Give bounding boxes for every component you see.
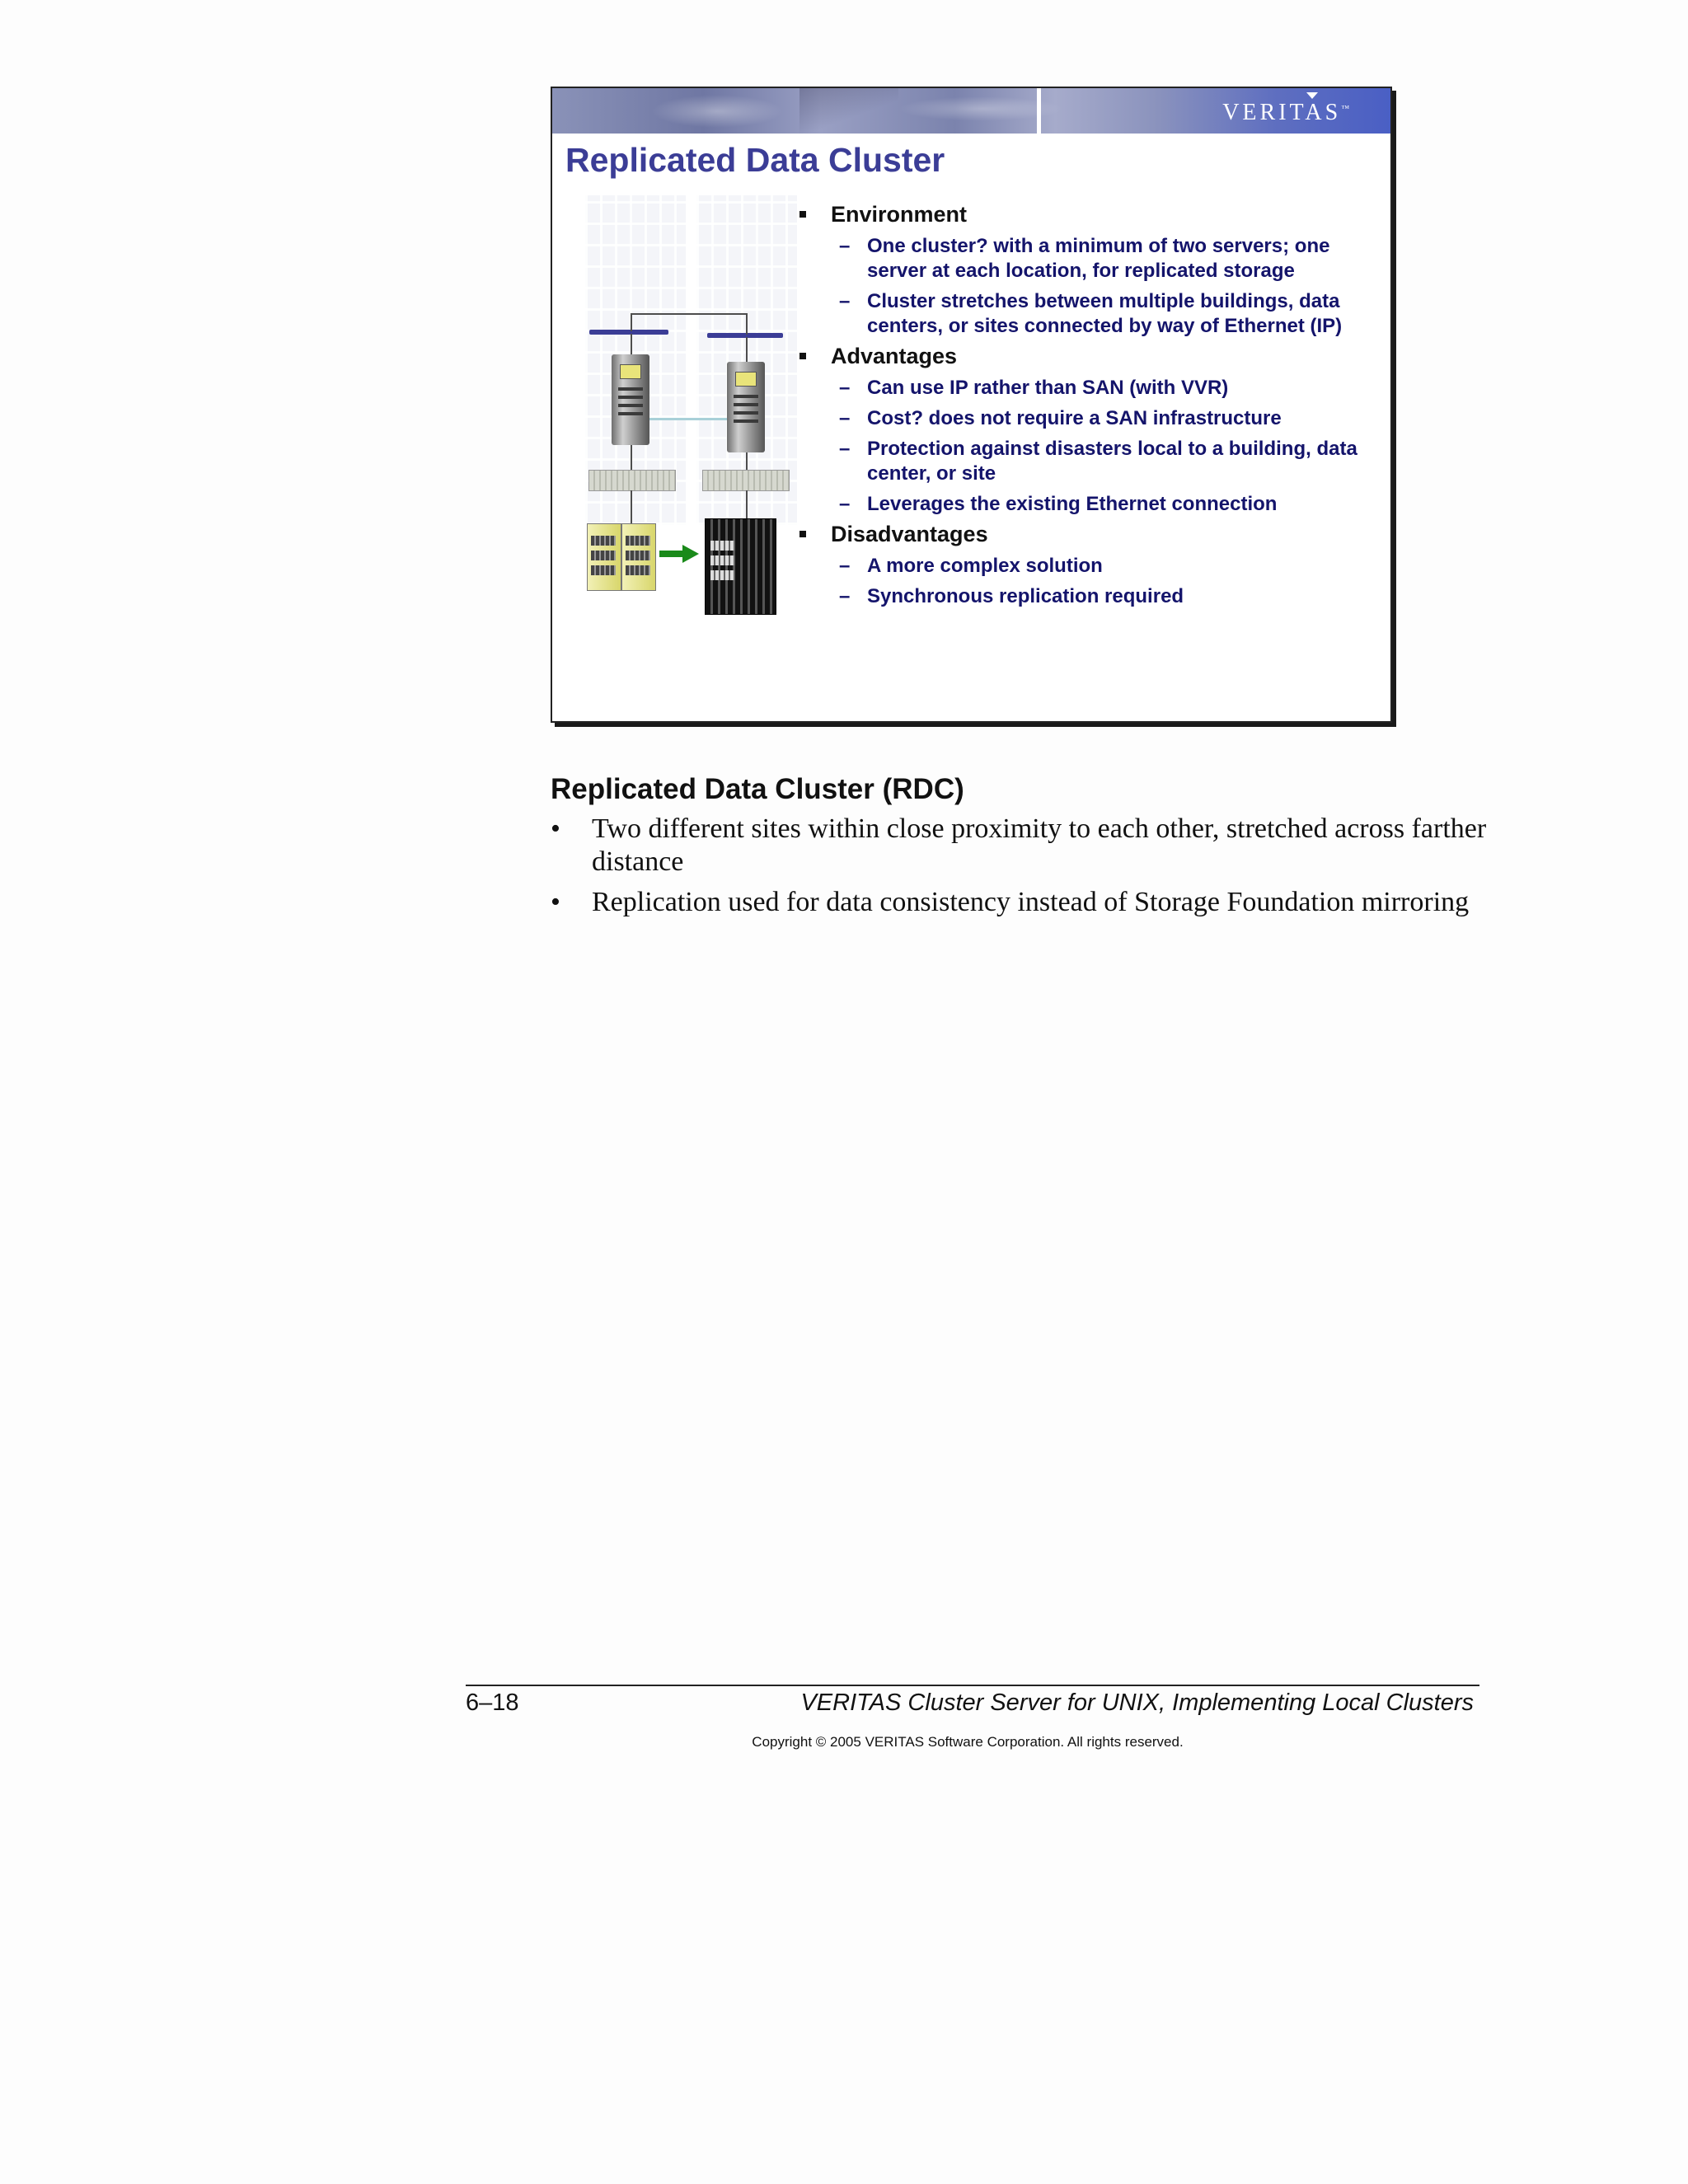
replicated-cluster-diagram <box>585 228 791 566</box>
veritas-logo: VERITAS™ <box>1222 100 1349 125</box>
slide-bullet-list <box>799 197 1376 609</box>
list-item: – Can use IP rather than SAN (with VVR) <box>839 377 1229 399</box>
running-footer-title: VERITAS Cluster Server for UNIX, Implementing Local Clusters <box>800 1690 1474 1716</box>
slide-title: Replicated Data Cluster <box>565 141 945 179</box>
list-item: – Cluster stretches between multiple buildings, data centers, or sites connected by way of Ethernet (IP) <box>839 290 1343 337</box>
list-item: – Cost? does not require a SAN infrastructure <box>839 407 1282 429</box>
square-bullet-icon <box>799 211 806 218</box>
slide-banner <box>552 88 1390 134</box>
list-item: – One cluster? with a minimum of two servers; one server at each location, for replicated storage <box>839 235 1330 282</box>
section-heading: Replicated Data Cluster (RDC) <box>551 773 964 805</box>
list-item: – A more complex solution <box>839 555 1103 577</box>
body-bullet-list <box>551 813 1498 926</box>
list-item: • Replication used for data consistency instead of Storage Foundation mirroring <box>551 887 1470 917</box>
section-heading-advantages: Advantages <box>799 342 1376 370</box>
slide-image <box>551 87 1392 723</box>
section-heading-environment: Environment <box>799 200 1376 228</box>
page-number: 6–18 <box>466 1690 519 1716</box>
bullet-icon: • <box>551 813 560 844</box>
bullet-icon: • <box>551 887 560 917</box>
veritas-logo-mark-icon <box>1306 92 1318 99</box>
storage-rack-icon <box>705 518 776 615</box>
list-item: – Protection against disasters local to a building, data center, or site <box>839 438 1357 485</box>
copyright-notice: Copyright © 2005 VERITAS Software Corporation. All rights reserved. <box>752 1734 1184 1750</box>
list-item: – Synchronous replication required <box>839 585 1184 607</box>
square-bullet-icon <box>799 531 806 537</box>
banner-divider <box>1037 88 1041 134</box>
section-heading-disadvantages: Disadvantages <box>799 520 1376 548</box>
replication-arrow-icon <box>585 228 791 566</box>
square-bullet-icon <box>799 353 806 359</box>
list-item: • Two different sites within close proximity to each other, stretched across farther distance <box>551 813 1487 877</box>
footer-divider <box>466 1685 1479 1686</box>
list-item: – Leverages the existing Ethernet connection <box>839 493 1278 515</box>
